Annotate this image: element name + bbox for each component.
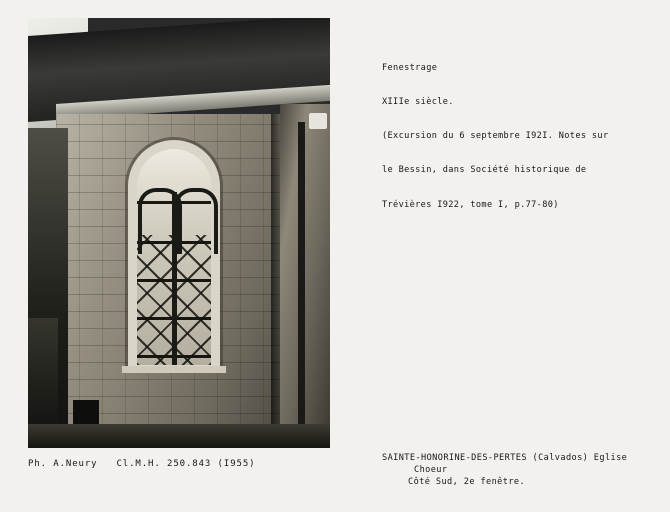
window-sill [122, 366, 226, 373]
gothic-window [128, 140, 220, 368]
ground-strip [28, 424, 330, 448]
notes-block [382, 40, 657, 234]
identification-line-1: SAINTE-HONORINE-DES-PERTES (Calvados) Eglise [382, 453, 628, 463]
identification-line-2: Choeur [414, 465, 448, 475]
notes-line-2: XIIIe siècle. [382, 97, 454, 108]
buttress [280, 104, 330, 448]
downpipe [298, 122, 305, 442]
photograph [28, 18, 330, 448]
notes-line-3: (Excursion du 6 septembre I92I. Notes sur [382, 131, 609, 142]
photograph-image [28, 18, 330, 448]
photo-credit: Ph. A.Neury Cl.M.H. 250.843 (I955) [28, 459, 256, 469]
notes-line-4: le Bessin, dans Société historique de [382, 165, 587, 176]
notes-line-5: Trévières I922, tome I, p.77-80) [382, 199, 559, 210]
corbel-stone [309, 113, 327, 129]
notes-line-1: Fenestrage [382, 62, 438, 73]
identification-block [382, 452, 662, 488]
window-light-right-arch [174, 188, 218, 254]
identification-line-3: Côté Sud, 2e fenêtre. [408, 477, 526, 487]
window-mullion [172, 192, 177, 365]
